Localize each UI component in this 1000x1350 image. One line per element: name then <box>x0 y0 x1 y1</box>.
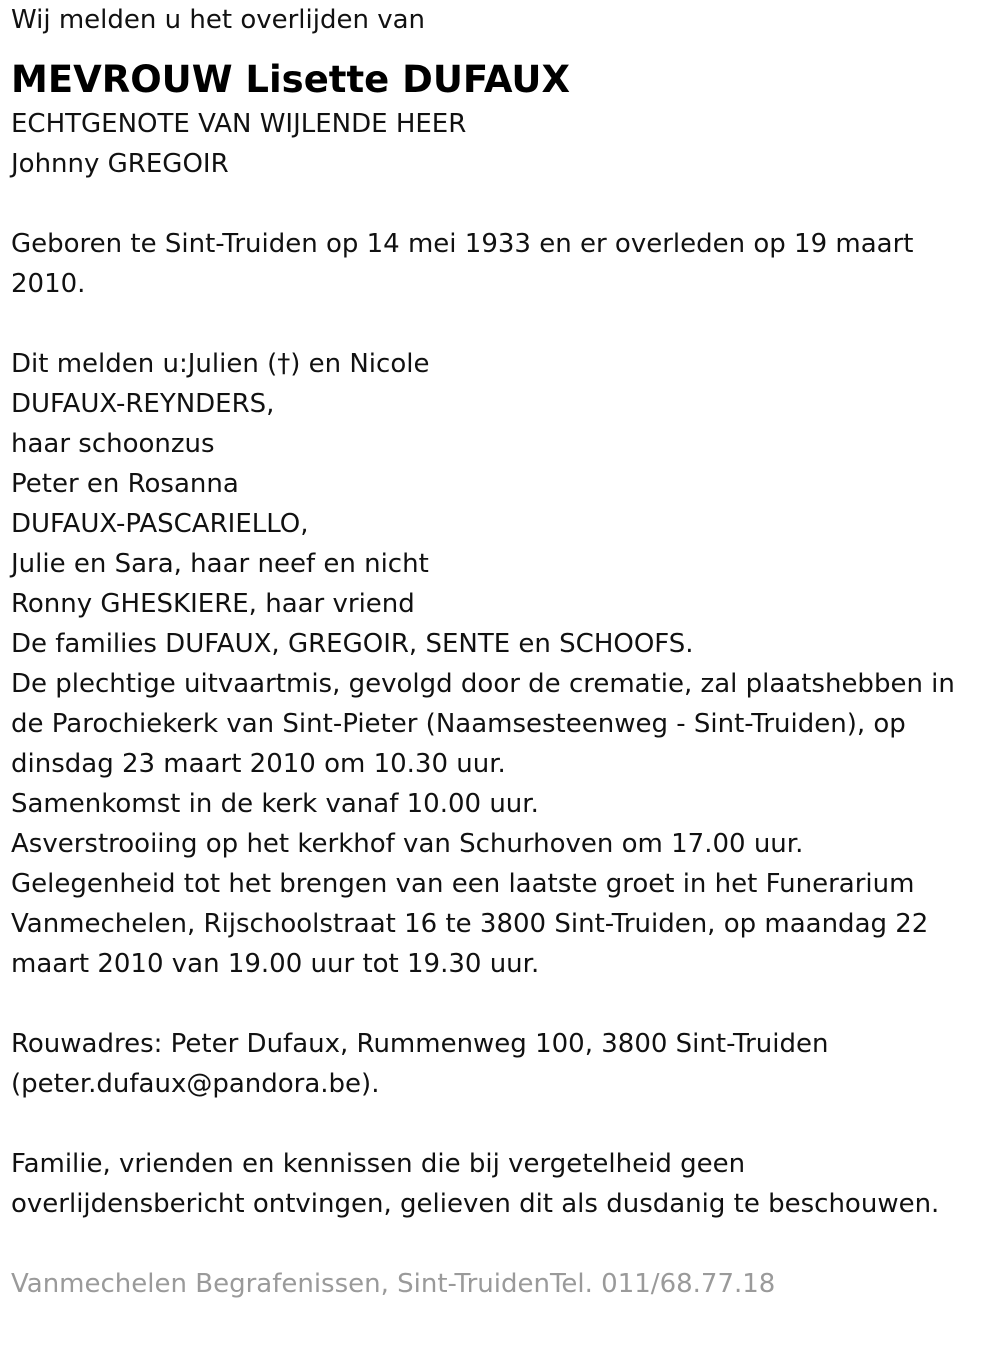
funeral-home-footer: Vanmechelen Begrafenissen, Sint-TruidenTel. 011/68.77.18 <box>11 1269 776 1299</box>
spacer <box>11 1224 986 1264</box>
announcement-line: haar schoonzus <box>11 429 215 459</box>
announcement-line: Vanmechelen, Rijschoolstraat 16 te 3800 Sint-Truiden, op maandag 22 <box>11 909 929 939</box>
announcement-line: De families DUFAUX, GREGOIR, SENTE en SCHOOFS. <box>11 629 694 659</box>
announcement-line: DUFAUX-PASCARIELLO, <box>11 509 309 539</box>
spacer <box>11 40 986 56</box>
announcement-line: De plechtige uitvaartmis, gevolgd door de crematie, zal plaatshebben in <box>11 669 955 699</box>
announcement-line: Samenkomst in de kerk vanaf 10.00 uur. <box>11 789 539 819</box>
spouse-title: ECHTGENOTE VAN WIJLENDE HEER <box>11 109 467 139</box>
spacer <box>11 984 986 1024</box>
mourning-address-line: (peter.dufaux@pandora.be). <box>11 1069 380 1099</box>
announcement-line: Ronny GHESKIERE, haar vriend <box>11 589 415 619</box>
announcement-line: Dit melden u:Julien (†) en Nicole <box>11 349 430 379</box>
announcement-line: maart 2010 van 19.00 uur tot 19.30 uur. <box>11 949 540 979</box>
spacer <box>11 1104 986 1144</box>
announcement-line: Asverstrooiing op het kerkhof van Schurhoven om 17.00 uur. <box>11 829 804 859</box>
closing-note-line: overlijdensbericht ontvingen, gelieven dit als dusdanig te beschouwen. <box>11 1189 940 1219</box>
announcement-line: Peter en Rosanna <box>11 469 239 499</box>
birth-death-line: Geboren te Sint-Truiden op 14 mei 1933 en er overleden op 19 maart <box>11 229 914 259</box>
announcement-line: dinsdag 23 maart 2010 om 10.30 uur. <box>11 749 506 779</box>
announcement-line: Gelegenheid tot het brengen van een laatste groet in het Funerarium <box>11 869 915 899</box>
closing-note-line: Familie, vrienden en kennissen die bij vergetelheid geen <box>11 1149 746 1179</box>
spouse-name: Johnny GREGOIR <box>11 149 229 179</box>
mourning-address-line: Rouwadres: Peter Dufaux, Rummenweg 100, 3800 Sint-Truiden <box>11 1029 829 1059</box>
obituary-notice <box>11 0 986 1304</box>
birth-death-line: 2010. <box>11 269 86 299</box>
intro-text: Wij melden u het overlijden van <box>11 5 426 35</box>
deceased-name: MEVROUW Lisette DUFAUX <box>11 58 570 101</box>
spacer <box>11 304 986 344</box>
spacer <box>11 184 986 224</box>
announcement-line: DUFAUX-REYNDERS, <box>11 389 275 419</box>
announcement-line: de Parochiekerk van Sint-Pieter (Naamsesteenweg - Sint-Truiden), op <box>11 709 906 739</box>
announcement-line: Julie en Sara, haar neef en nicht <box>11 549 429 579</box>
